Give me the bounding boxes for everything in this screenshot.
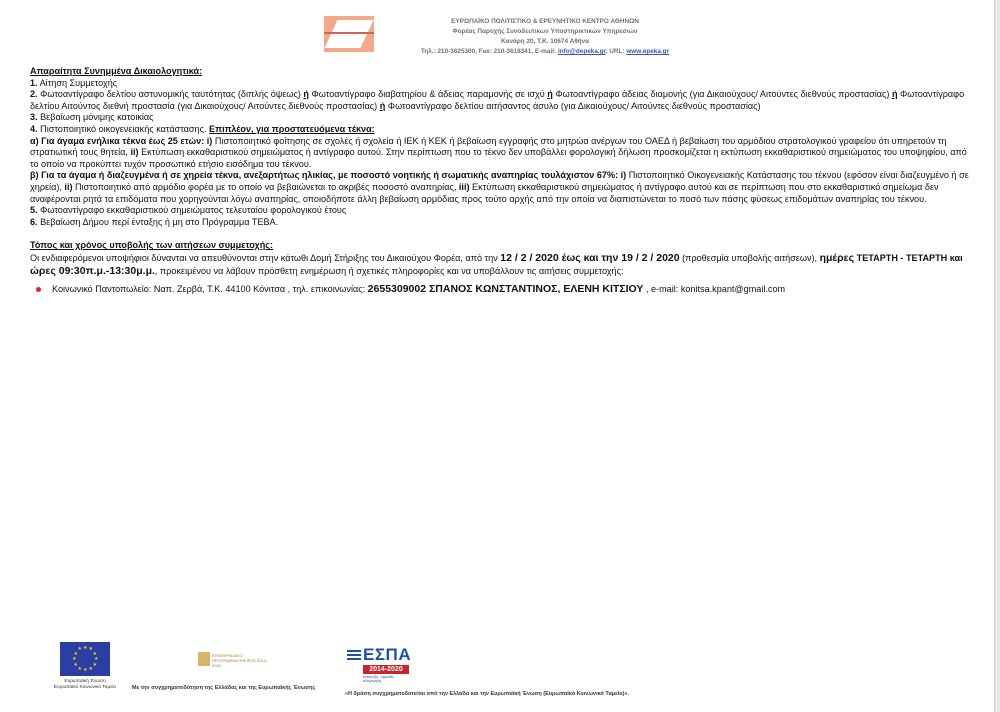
submission-heading: Τόπος και χρόνος υποβολής των αιτήσεων συμμετοχής: <box>30 240 274 251</box>
eu-star-icon: ★ <box>83 667 88 673</box>
date-to: 19 / 2 / 2020 <box>621 251 680 264</box>
eu-star-icon: ★ <box>73 650 78 657</box>
document-body <box>30 66 970 295</box>
eu-star-icon: ★ <box>88 646 93 653</box>
eu-caption: Ευρωπαϊκή Ένωση Ευρωπαϊκό Κοινωνικό Ταμείο <box>53 679 117 690</box>
document-item-5: 5. Φωτοαντίγραφο εκκαθαριστικού σημειώματος τελευταίου φορολογικού έτους <box>30 205 347 216</box>
submission-paragraph: Οι ενδιαφερόμενοι υποψήφιοι δύνανται να απευθύνονται στην κάτωθι Δομή Στήριξης του Δικαιούχου Φορέα, από την 12 / 2 / 2020 έως και την 19 / 2 / 2020 (προθεσμία υποβολής αιτήσεων), ημέρες ΤΕΤΑΡΤΗ - ΤΕΤΑΡΤΗ και ώρες 09:30π.μ.-13:30μ.μ., προκειμένου να λάβουν πρόσθετη ενημέρωση ή σχετικές πληροφορίες και να υποβάλλουν τις αιτήσεις συμμετοχής: <box>30 251 963 278</box>
org-contact: Τηλ.: 210-3625300, Fax: 210-3618341, E-mail: info@depeka.gr, URL: www.epeka.gr <box>420 48 670 55</box>
funding-statement: «Η δράση συγχρηματοδοτείται από την Ελλάδα και την Ευρωπαϊκή Ένωση (Ευρωπαϊκό Κοινωνικό Ταμείο)». <box>345 691 629 697</box>
org-address: Κανάρη 20, Τ.Κ. 10674 Αθήνα <box>500 38 590 45</box>
contact-email: , e-mail: konitsa.kpant@gmail.com <box>643 283 786 294</box>
document-item-3: 3. Βεβαίωση μόνιμης κατοικίας <box>30 112 154 123</box>
bullet-icon <box>36 287 41 292</box>
org-subtitle: Φορέας Παροχής Συνοδευτικών Υποστηρικτικών Υπηρεσιών <box>452 28 638 35</box>
footer-logos <box>0 636 1000 712</box>
organization-logo <box>324 16 374 52</box>
org-name: ΕΥΡΩΠΑΪΚΟ ΠΟΛΙΤΙΣΤΙΚΟ & ΕΡΕΥΝΗΤΙΚΟ ΚΕΝΤΡΟ ΑΘΗΝΩΝ <box>451 18 639 25</box>
eu-star-icon: ★ <box>72 656 77 662</box>
eu-flag-icon <box>60 642 110 676</box>
page-edge <box>994 0 1000 712</box>
eu-star-icon: ★ <box>92 650 97 657</box>
espa-logo: ΕΣΠΑ 2014-2020 ανάπτυξη - εργασία - αλληλεγγύη <box>347 646 411 684</box>
document-item-1: 1. Αίτηση Συμμετοχής <box>30 77 118 88</box>
program-logo: ΕΠΙΧΕΙΡΗΣΙΑΚΟ ΠΡΟΓΡΑΜΜΑ ΗΠΕΙΡΟΣ 2014-2020 <box>198 652 268 666</box>
document-item-6: 6. Βεβαίωση Δήμου περί ένταξης ή μη στο Πρόγραμμα ΤΕΒΑ. <box>30 216 279 227</box>
email-link[interactable]: info@depeka.gr <box>557 48 606 55</box>
document-item-4: 4. Πιστοποιητικό οικογενειακής κατάστασης. Επιπλέον, για προστατευόμενα τέκνα: <box>30 123 375 134</box>
documents-heading: Απαραίτητα Συνημμένα Δικαιολογητικά: <box>30 66 203 76</box>
document-item-2: 2. Φωτοαντίγραφο δελτίου αστυνομικής ταυτότητας (διπλής όψεως) ή Φωτοαντίγραφο διαβατηρίου & άδειας παραμονής σε ισχύ ή Φωτοαντίγραφο άδειας διαμονής (για Δικαιούχους/ Αιτούντες διεθνούς προστασίας) ή Φωτοαντίγραφο δελτίου Αιτούντος διεθνή προστασία (για Δικαιούχους/ Αιτούντες διεθνούς προστασίας) ή Φωτοαντίγραφο δελτίου αιτήσαντος άσυλο (για Δικαιούχους/ Αιτούντες διεθνούς προστασίας) <box>30 89 965 111</box>
eu-star-icon: ★ <box>77 665 82 672</box>
list-item-contact: Κοινωνικό Παντοπωλείο: Ναπ. Ζερβά, Τ.Κ. 44100 Κόνιτσα , τηλ. επικοινωνίας: 2655309002 ΣΠΑΝΟΣ ΚΩΝΣΤΑΝΤΙΝΟΣ, ΕΛΕΝΗ ΚΙΤΣΙΟΥ , e-mail: konitsa.kpant@gmail.com <box>30 284 970 296</box>
eu-star-icon: ★ <box>83 645 88 651</box>
date-from: 12 / 2 / 2020 <box>500 251 559 264</box>
greek-flag-icon <box>347 650 361 662</box>
eu-star-icon: ★ <box>88 665 93 672</box>
eu-star-icon: ★ <box>92 661 97 668</box>
eu-star-icon: ★ <box>77 646 82 653</box>
eu-star-icon: ★ <box>94 656 99 662</box>
organization-info <box>400 17 690 57</box>
website-link[interactable]: www.epeka.gr <box>626 48 670 55</box>
document-item-4a: α) Για άγαμα ενήλικα τέκνα έως 25 ετών: i) Πιστοποιητικό φοίτησης σε σχολές ή σχολεία ή ΙΕΚ ή ΚΕΚ ή βεβαίωση εγγραφής στο μητρώα ανέργων του ΟΑΕΔ ή βεβαίωση του αρμόδιου στρατολογικού γραφείου ότι υπηρετούν τη στρατιωτική τους θητεία, ii) Εκτύπωση εκκαθαριστικού σημειώματος ή αντίγραφο αυτού. Στην περίπτωση που το τέκνο δεν υποβάλλει φορολογική δήλωση προσκομίζεται η εκτύπωση εκκαθαριστικού σημειώματος του υποψηφίου, από το οποίο να προκύπτει τυχόν προσωπικό ετήσιο εισόδημα του τέκνου. <box>30 135 967 169</box>
eu-star-icon: ★ <box>73 661 78 668</box>
contact-phone-names: 2655309002 ΣΠΑΝΟΣ ΚΩΝΣΤΑΝΤΙΝΟΣ, ΕΛΕΝΗ ΚΙΤΣΙΟΥ <box>367 282 644 295</box>
cofunding-note: Με την συγχρηματοδότηση της Ελλάδας και της Ευρωπαϊκής Ένωσης <box>132 685 316 691</box>
document-item-4b: β) Για τα άγαμα ή διαζευγμένα ή σε χηρεία τέκνα, ανεξαρτήτως ηλικίας, με ποσοστό νοητικής ή σωματικής αναπηρίας τουλάχιστον 67%: i) Πιστοποιητικό Οικογενειακής Κατάστασης του τέκνου (εφόσον είναι διαζευγμένο ή σε χηρεία), ii) Πιστοποιητικό από αρμόδιο φορέα με το οποίο να βεβαιώνεται το ακριβές ποσοστό αναπηρίας, iii) Εκτύπωση εκκαθαριστικού σημειώματος ή αντίγραφο αυτού και σε περίπτωση που στο εκκαθαριστικό σημείωμα δεν αναφέρονται ρητά τα επιδόματα που χορηγούνται λόγω αναπηρίας, οποιοδήποτε άλλη βεβαίωση αρμόδιας προς τούτο αρχής από την οποία να διαπιστώνεται το ποσό των πάσης φύσεως επιδομάτων αναπηρίας του τέκνου. <box>30 170 969 204</box>
letterhead <box>0 14 1000 64</box>
